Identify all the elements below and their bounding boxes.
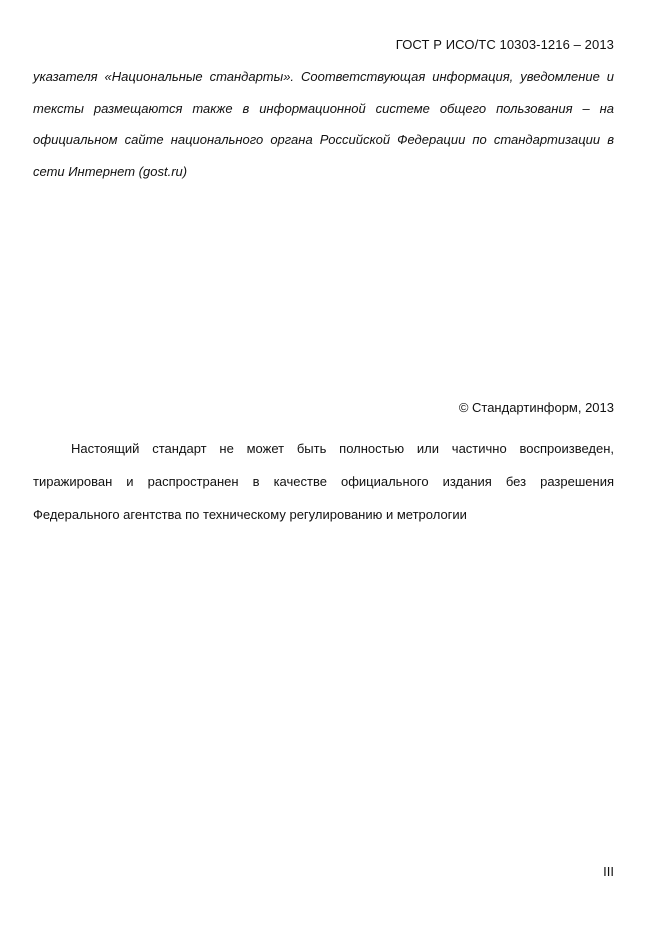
copyright-line: © Стандартинформ, 2013 — [458, 400, 614, 415]
page-number: III — [603, 864, 614, 879]
info-paragraph: указателя «Национальные стандарты». Соответствующая информация, уведомление и тексты размещаются также в информационной системе общего пользования – на официальном сайте национального органа Российской Федерации по стандартизации в сети Интернет (gost.ru) — [33, 69, 614, 179]
reproduction-notice-paragraph: Настоящий стандарт не может быть полностью или частично воспроизведен, тиражирован и распространен в качестве официального издания без разрешения Федерального агентства по техническому регулированию и метрологии — [33, 441, 614, 522]
document-header-id: ГОСТ Р ИСО/ТС 10303-1216 – 2013 — [395, 37, 614, 52]
